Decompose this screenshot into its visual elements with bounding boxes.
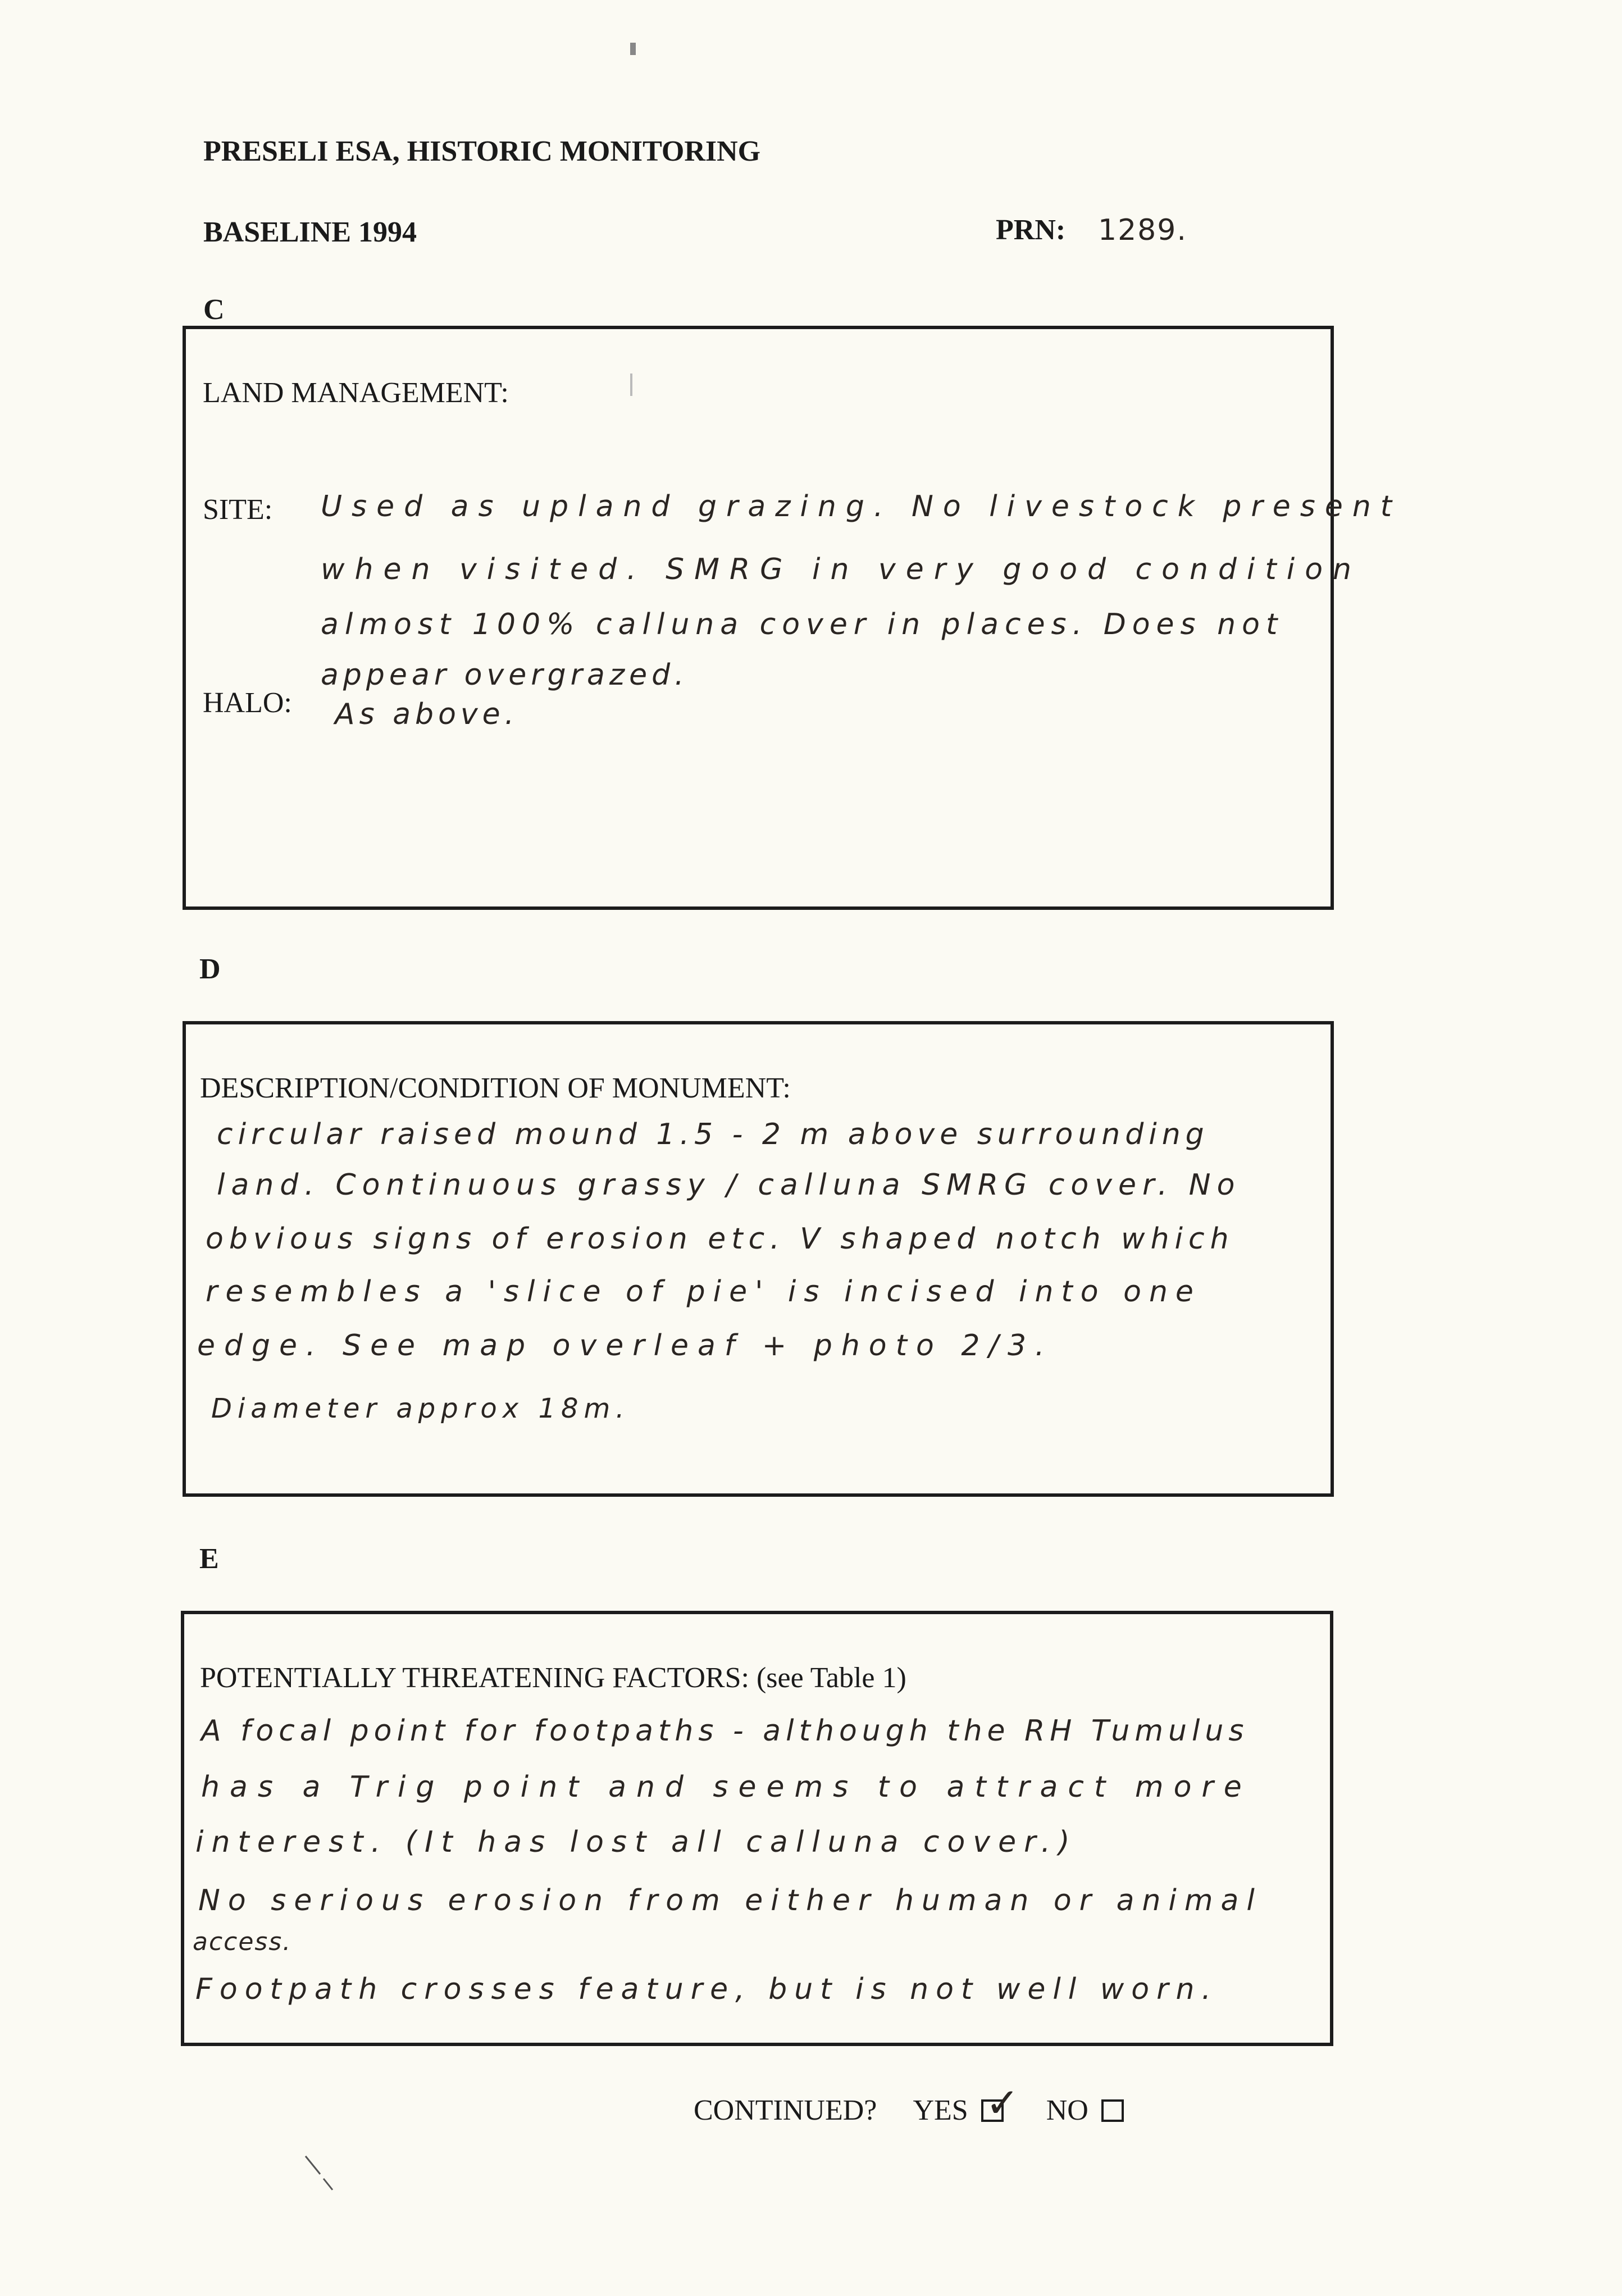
halo-text: As above. [335,698,519,731]
baseline-label: BASELINE 1994 [203,216,417,248]
continued-row [694,2079,1124,2126]
description-line: land. Continuous grassy / calluna SMRG cover. No [217,1168,1241,1202]
yes-checkbox[interactable] [981,2079,1020,2126]
description-line: obvious signs of erosion etc. V shaped notch which [206,1222,1234,1256]
site-text-line: appear overgrazed. [321,658,689,692]
threatening-factors-heading [200,1664,906,1693]
site-text-line: almost 100% calluna cover in places. Does not [321,608,1284,641]
site-label: SITE: [203,494,273,526]
site-text-line: Used as upland grazing. No livestock present [321,490,1402,523]
section-e-letter: E [199,1543,219,1575]
description-line: resembles a 'slice of pie' is incised into one [206,1275,1201,1309]
threat-line: Footpath crosses feature, but is not well worn. [195,1972,1218,2006]
table-reference-note: (see Table 1) [756,1662,906,1694]
threat-line: access. [193,1928,292,1956]
no-label: NO [1046,2094,1088,2126]
scan-mark [630,43,636,55]
prn-value: 1289. [1098,213,1187,247]
monument-description-box [183,1021,1334,1497]
threat-line: A focal point for footpaths - although the RH Tumulus [201,1714,1249,1748]
check-mark-icon: ✓ [985,2079,1020,2126]
threatening-factors-title: POTENTIALLY THREATENING FACTORS: [200,1662,749,1694]
description-line: edge. See map overleaf + photo 2/3. [197,1329,1054,1363]
description-line: Diameter approx 18m. [211,1393,630,1424]
threat-line: has a Trig point and seems to attract more [201,1770,1252,1804]
stray-pen-mark [303,2154,337,2193]
description-line: circular raised mound 1.5 - 2 m above surrounding [217,1118,1209,1151]
threat-line: No serious erosion from either human or animal [198,1884,1263,1917]
threatening-factors-box [181,1611,1333,2046]
land-management-heading: LAND MANAGEMENT: [203,377,509,409]
halo-label: HALO: [203,687,292,719]
threat-line: interest. (It has lost all calluna cover.) [195,1825,1078,1859]
site-text-line: when visited. SMRG in very good condition [321,553,1361,586]
land-management-box [183,326,1402,910]
monument-description-heading: DESCRIPTION/CONDITION OF MONUMENT: [200,1072,791,1104]
no-checkbox[interactable] [1101,2099,1124,2122]
form-title: PRESELI ESA, HISTORIC MONITORING [203,135,761,167]
section-d-letter: D [199,953,221,985]
section-c-letter: C [203,294,225,326]
yes-label: YES [913,2094,968,2126]
continued-label: CONTINUED? [694,2094,877,2126]
prn-label: PRN: [996,214,1066,246]
